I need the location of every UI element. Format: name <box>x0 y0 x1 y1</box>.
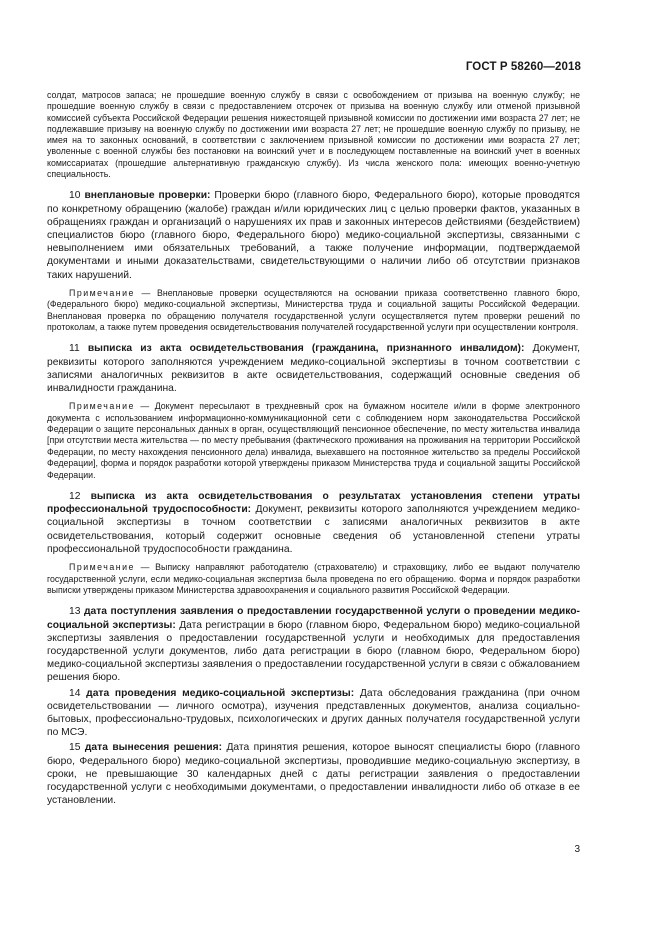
note-10: Примечание — Внеплановые проверки осуществляются на основании приказа соответственно главного бюро, (Федерального бюро) медико-социальной экспертизы, Министерства труда и социальной защиты Российской Федерации. Внеплановая проверка по обращению получателя государственной услуги осуществляется путем проверки решений по протоколам, а также путем проведения освидетельствования получателей государственной услуги при осуществлении контроля. <box>47 287 580 333</box>
definition-10 <box>47 189 580 281</box>
definition-text: Документ, реквизиты которого заполняются учреждением медико-социальной экспертизы в точном соответствии с записями аналогичных реквизитов в акте освидетельствования, который содержит основные сведения об установленной степени утраты профессиональной трудоспособности гражданина. <box>47 504 581 555</box>
definition-term: дата поступления заявления о предоставлении государственной услуги о проведении медико-социальной экспертизы: <box>47 606 580 631</box>
note-11: Примечание — Документ пересылают в трехдневный срок на бумажном носителе и/или в форме электронного документа с использованием информационно-коммуникационной сети с соблюдением норм законодательства Российской Федерации о защите персональных данных в орган, осуществляющий пенсионное обеспечение, по месту жительства инвалида [при отсутствии места жительства — по месту пребывания (фактического проживания на проживания на территории Российской Федерации, по месту нахождения пенсионного дела) инвалида, выехавшего на постоянное жительство за пределы Российской Федерации], форма и порядок разработки которой утверждены приказом Министерства труда и социальной защиты Российской Федерации. <box>47 401 580 480</box>
note-label: Примечание <box>69 562 135 573</box>
definition-text: Дата принятия решения, которое выносят специалисты бюро (главного бюро, Федерального бюро) медико-социальной экспертизы, проводившие медико-социальную экспертизу, в сроки, не превышающие 30 календарных дней с даты регистрации заявления о предоставлении государственной услуги с необходимыми документами, о предоставлении инвалидности либо об отказе в ее установлении. <box>47 742 580 807</box>
note-label: Примечание <box>69 287 135 298</box>
definition-13 <box>47 605 580 684</box>
definition-text: Дата обследования гражданина (при очном освидетельствовании — личного осмотра), изучения представленных документов, анализа социально-бытовых, профессионально-трудовых, психологических и других данных получателя государственной услуги по МСЭ. <box>47 687 580 739</box>
definition-number: 13 <box>69 606 84 618</box>
definition-term: выписка из акта освидетельствования о результатах установления степени утраты профессиональной трудоспособности: <box>47 491 580 516</box>
definition-number: 15 <box>69 742 85 754</box>
definition-number: 11 <box>69 343 88 355</box>
definition-11 <box>47 342 580 395</box>
definition-term: выписка из акта освидетельствования (гражданина, признанного инвалидом): <box>87 343 525 355</box>
intro-paragraph: солдат, матросов запаса; не прошедшие военную службу в связи с освобождением от призыва на военную службу; не прошедшие военную службу в связи с предоставлением отсрочек от призыва на военную службу или отменой призывной комиссией субъекта Российской Федерации решения нижестоящей призывной комиссии по достижении ими возраста 27 лет; не подлежавшие призыву на военную службу по достижении ими возраста 27 лет; не прошедшие военную службу по призыву, не имея на то законных оснований, в соответствии с заключением призывной комиссии по достижении ими возраста 27 лет; уволенные с военной службы без постановки на воинский учет и в последующем поставленные на воинский учет в военных комиссариатах (прошедшие альтернативную гражданскую службу). Из числа женского пола: имеющих военно-учетную специальность. <box>47 90 580 180</box>
definition-text: Дата регистрации в бюро (главном бюро, Федеральном бюро) медико-социальной экспертизы заявления о предоставлении государственной услуги и необходимых для предоставления государственной услуги документов, либо дата регистрации в бюро (главном бюро, Федеральном бюро) медико-социальной экспертизы заявления о предоставлении государственной услуги в связи с обжалованием решения бюро. <box>47 619 581 684</box>
definition-number: 14 <box>69 687 87 699</box>
definition-number: 10 <box>69 190 85 202</box>
definition-term: дата вынесения решения: <box>84 742 223 754</box>
standard-designation: ГОСТ Р 58260—2018 <box>465 61 581 73</box>
definition-12 <box>47 490 580 556</box>
definition-term: дата проведения медико-социальной экспертизы: <box>86 687 355 699</box>
note-label: Примечание <box>69 401 135 412</box>
note-text: Выписку направляют работодателю (страхователю) и страховщику, либо ее выдают получателю государственной услуги, если медико-социальная экспертиза была проведена по его обращению. Форма и порядок разработки выписки утверждены приказом Министерства здравоохранения и социального развития Российской Федерации. <box>47 562 580 595</box>
definition-text: Документ, реквизиты которого заполняются учреждением медико-социальной экспертизы в точном соответствии с записями аналогичных реквизитов в акте освидетельствования, содержащий основные сведения об инвалидности гражданина. <box>47 343 580 395</box>
page-number: 3 <box>574 844 580 855</box>
definition-15 <box>47 741 580 807</box>
definition-14 <box>47 687 580 740</box>
definition-term: внеплановые проверки: <box>84 190 211 202</box>
page-content <box>47 90 580 807</box>
definition-text: Проверки бюро (главного бюро, Федерального бюро), которые проводятся по конкретному обращению (жалобе) граждан и/или юридических лиц с целью проверки фактов, указанных в обращениях граждан и организаций о нарушениях их прав и законных интересов действиями (бездействием) специалистов бюро (главного бюро, Федерального бюро) медико-социальной экспертизы, связанными с невыполнением ими обязательных требований, а также получение информации, подтверждаемой документами и иными доказательствами, свидетельствующими о наличии либо об отсутствии признаков таких нарушений. <box>47 190 580 281</box>
note-text: Документ пересылают в трехдневный срок на бумажном носителе и/или в форме электронного документа с использованием информационно-коммуникационной сети с соблюдением норм законодательства Российской Федерации о защите персональных данных в орган, осуществляющий пенсионное обеспечение, по месту жительства инвалида [при отсутствии места жительства — по месту пребывания (фактического проживания на проживания на территории Российской Федерации, по месту нахождения пенсионного дела) инвалида, выехавшего на постоянное жительство за пределы Российской Федерации], форма и порядок разработки которой утверждены приказом Министерства труда и социальной защиты Российской Федерации. <box>47 401 580 480</box>
definition-number: 12 <box>69 491 91 503</box>
note-12: Примечание — Выписку направляют работодателю (страхователю) и страховщику, либо ее выдают получателю государственной услуги, если медико-социальная экспертиза была проведена по его обращению. Форма и порядок разработки выписки утверждены приказом Министерства здравоохранения и социального развития Российской Федерации. <box>47 562 580 595</box>
note-text: Внеплановые проверки осуществляются на основании приказа соответственно главного бюро, (Федерального бюро) медико-социальной экспертизы, Министерства труда и социальной защиты Российской Федерации. Внеплановая проверка по обращению получателя государственной услуги осуществляется путем проверки решений по протоколам, а также путем проведения освидетельствования получателей государственной услуги при осуществлении контроля. <box>47 287 580 333</box>
